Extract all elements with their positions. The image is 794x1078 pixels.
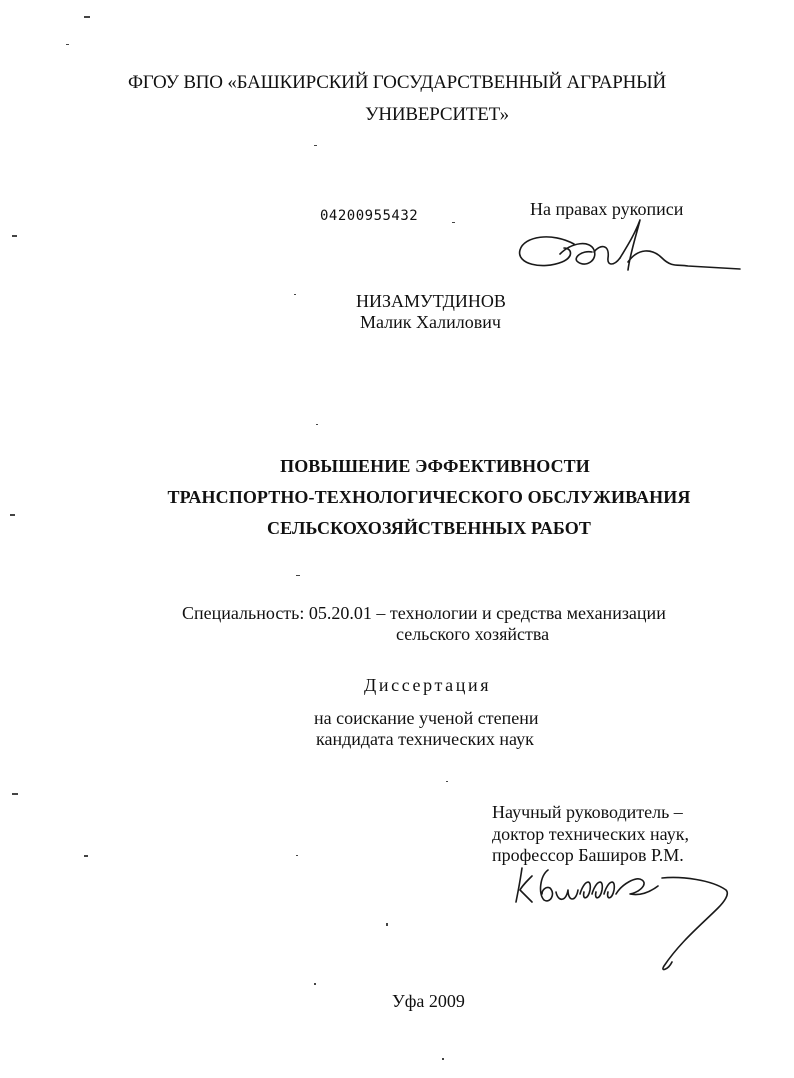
supervisor-line-1: Научный руководитель – [492, 802, 683, 822]
author-given-names: Малик Халилович [360, 312, 501, 332]
work-type: Диссертация [364, 675, 492, 695]
city-year: Уфа 2009 [392, 991, 465, 1011]
institution-line-2: УНИВЕРСИТЕТ» [365, 104, 509, 125]
institution-line-1: ФГОУ ВПО «БАШКИРСКИЙ ГОСУДАРСТВЕННЫЙ АГРАРНЫЙ [127, 72, 667, 93]
author-signature [512, 214, 744, 284]
scan-speck [296, 575, 300, 576]
specialty-line-2: сельского хозяйства [396, 624, 550, 644]
degree-line-2: кандидата технических наук [316, 729, 534, 749]
title-line-3: СЕЛЬСКОХОЗЯЙСТВЕННЫХ РАБОТ [267, 518, 591, 538]
scan-speck [12, 235, 17, 237]
scan-speck [10, 514, 15, 516]
scan-speck [294, 294, 296, 295]
scan-speck [66, 44, 69, 45]
manuscript-note: На правах рукописи [530, 199, 684, 219]
supervisor-signature [512, 858, 740, 978]
scan-speck [84, 16, 90, 18]
supervisor-line-2: доктор технических наук, [492, 824, 689, 844]
scan-speck [84, 855, 88, 857]
author-surname: НИЗАМУТДИНОВ [356, 291, 506, 311]
scan-speck [316, 424, 318, 425]
scan-speck [442, 1058, 444, 1060]
scan-speck [314, 983, 316, 985]
scan-speck [296, 855, 298, 856]
scan-speck [446, 781, 448, 782]
scan-speck [386, 923, 388, 926]
supervisor-line-3: профессор Баширов Р.М. [492, 845, 684, 865]
scan-speck [452, 222, 455, 223]
scan-speck [12, 793, 18, 795]
specialty-line-1: Специальность: 05.20.01 – технологии и средства механизации [182, 603, 666, 623]
scan-speck [314, 145, 317, 146]
title-line-2: ТРАНСПОРТНО-ТЕХНОЛОГИЧЕСКОГО ОБСЛУЖИВАНИЯ [167, 487, 691, 507]
archive-number: 04200955432 [320, 208, 419, 224]
title-line-1: ПОВЫШЕНИЕ ЭФФЕКТИВНОСТИ [280, 456, 590, 476]
degree-line-1: на соискание ученой степени [314, 708, 539, 728]
